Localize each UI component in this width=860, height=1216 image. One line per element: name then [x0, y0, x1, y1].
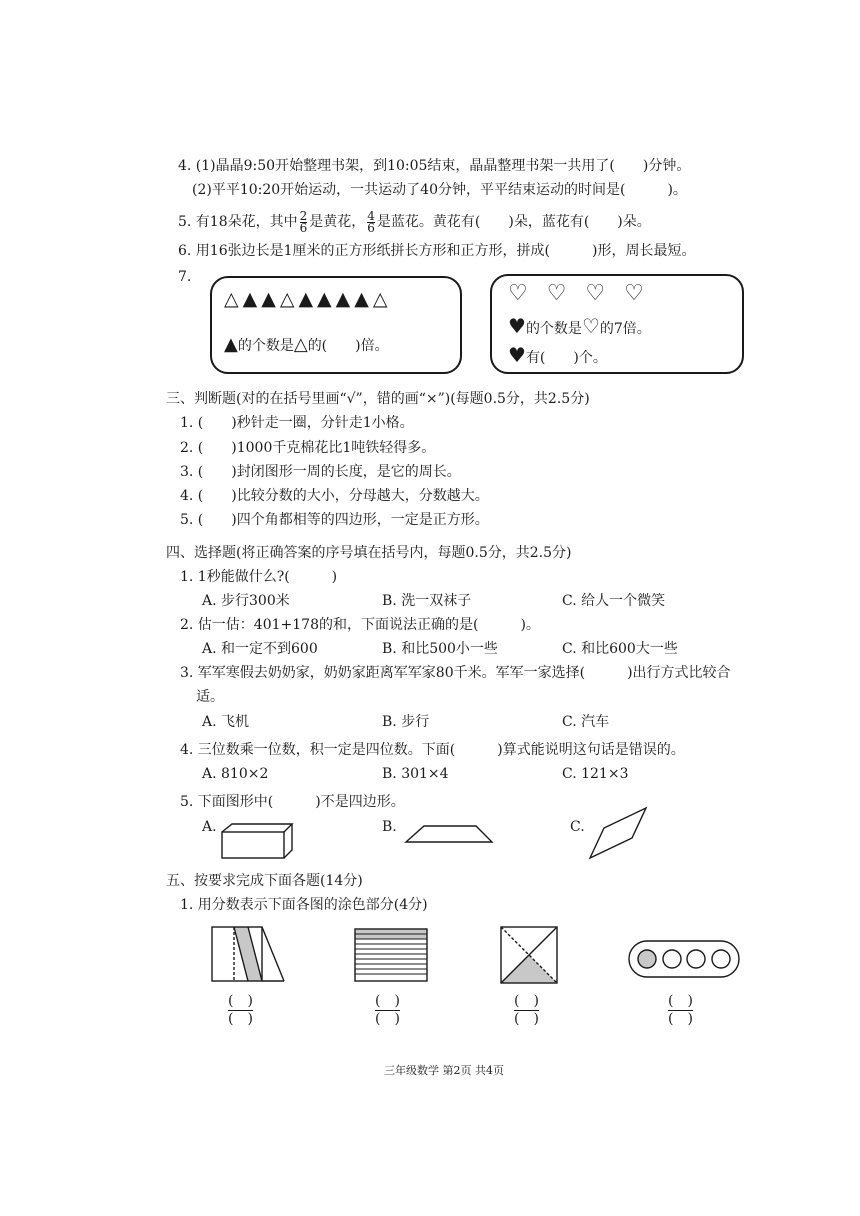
choice-question-3-line-2: 适。 — [196, 689, 224, 705]
judge-item-4: 4. ( )比较分数的大小，分母越大，分数越大。 — [180, 488, 489, 504]
judge-item-1: 1. ( )秒针走一圈，分针走1小格。 — [180, 415, 414, 431]
choice-1-option-c: C. 给人一个微笑 — [562, 593, 666, 609]
trapezoid-shape — [402, 822, 496, 846]
question-6: 6. 用16张边长是1厘米的正方形纸拼长方形和正方形，拼成( )形，周长最短。 — [178, 243, 696, 259]
choice-5-option-c: C. — [570, 819, 585, 835]
choice-2-option-c: C. 和比600大一些 — [562, 641, 678, 657]
question-7-right-text-1: ♥的个数是♡的7倍。 — [508, 314, 651, 338]
hollow-heart-icon: ♡ — [581, 314, 600, 338]
rhombus-shape — [586, 806, 650, 862]
filled-heart-icon: ♥ — [508, 343, 526, 367]
filled-triangle-icon: ▲ — [224, 334, 238, 355]
filled-heart-icon: ♥ — [508, 314, 526, 338]
figure-4-circles — [626, 938, 742, 980]
complete-question-1: 1. 用分数表示下面各图的涂色部分(4分) — [180, 897, 428, 913]
answer-blank-2[interactable]: ( ) ( ) — [375, 993, 400, 1027]
choice-1-option-a: A. 步行300米 — [202, 593, 290, 609]
judge-item-2: 2. ( )1000千克棉花比1吨铁轻得多。 — [180, 440, 436, 456]
judge-item-5: 5. ( )四个角都相等的四边形，一定是正方形。 — [180, 512, 489, 528]
cuboid-shape — [218, 820, 298, 862]
choice-2-option-b: B. 和比500小一些 — [382, 641, 498, 657]
question-5-mid: 是黄花， — [309, 214, 366, 230]
question-7-right-text-2: ♥有( )个。 — [508, 343, 607, 367]
section-3-heading: 三、判断题(对的在括号里画“√”，错的画“×”)(每题0.5分，共2.5分) — [166, 391, 590, 407]
question-4-1: 4. (1)晶晶9:50开始整理书架，到10:05结束，晶晶整理书架一共用了( )分钟。 — [178, 158, 691, 174]
page-footer: 三年级数学 第2页 共4页 — [384, 1064, 504, 1077]
fraction-4-6: $\frac{4}{6}$ — [367, 208, 375, 235]
question-5-post: 是蓝花。黄花有( )朵，蓝花有( )朵。 — [376, 214, 651, 230]
section-5-heading: 五、按要求完成下面各题(14分) — [166, 873, 363, 889]
answer-blank-4[interactable]: ( ) ( ) — [668, 993, 693, 1027]
choice-3-option-a: A. 飞机 — [202, 714, 250, 730]
figure-2-striped-rectangle — [352, 926, 430, 984]
question-7-left-text: ▲的个数是△的( )倍。 — [224, 334, 389, 355]
choice-question-3-line-1: 3. 军军寒假去奶奶家，奶奶家距离军军家80千米。军军一家选择( )出行方式比较合 — [180, 665, 731, 681]
question-5-pre: 5. 有18朵花，其中 — [178, 214, 298, 230]
choice-3-option-b: B. 步行 — [382, 714, 430, 730]
choice-question-5: 5. 下面图形中( )不是四边形。 — [180, 794, 405, 810]
answer-blank-3[interactable]: ( ) ( ) — [514, 993, 539, 1027]
choice-5-option-b: B. — [382, 819, 397, 835]
choice-1-option-b: B. 洗一双袜子 — [382, 593, 472, 609]
figure-3-square-diagonals — [498, 924, 560, 986]
choice-3-option-c: C. 汽车 — [562, 714, 610, 730]
judge-item-3: 3. ( )封闭图形一周的长度，是它的周长。 — [180, 464, 461, 480]
choice-question-2: 2. 估一估：401+178的和，下面说法正确的是( )。 — [180, 617, 540, 633]
choice-4-option-c: C. 121×3 — [562, 766, 629, 782]
triangle-sequence: △▲▲△▲▲▲▲△ — [224, 288, 392, 310]
question-4-2: (2)平平10:20开始运动，一共运动了40分钟，平平结束运动的时间是( )。 — [192, 182, 687, 198]
choice-4-option-a: A. 810×2 — [202, 766, 269, 782]
fraction-2-6: $\frac{2}{6}$ — [299, 208, 308, 235]
section-4-heading: 四、选择题(将正确答案的序号填在括号内，每题0.5分，共2.5分) — [166, 545, 572, 561]
question-7-number: 7. — [178, 269, 192, 285]
hollow-triangle-icon: △ — [293, 334, 308, 355]
heart-sequence: ♡ ♡ ♡ ♡ — [508, 281, 650, 306]
choice-question-4: 4. 三位数乘一位数，积一定是四位数。下面( )算式能说明这句话是错误的。 — [180, 742, 685, 758]
choice-4-option-b: B. 301×4 — [382, 766, 449, 782]
choice-question-1: 1. 1秒能做什么?( ) — [180, 569, 338, 585]
figure-1-parallelogram-split — [208, 924, 288, 984]
question-5 — [178, 208, 651, 236]
answer-blank-1[interactable]: ( ) ( ) — [228, 993, 253, 1027]
choice-5-option-a: A. — [202, 819, 217, 835]
choice-2-option-a: A. 和一定不到600 — [202, 641, 318, 657]
